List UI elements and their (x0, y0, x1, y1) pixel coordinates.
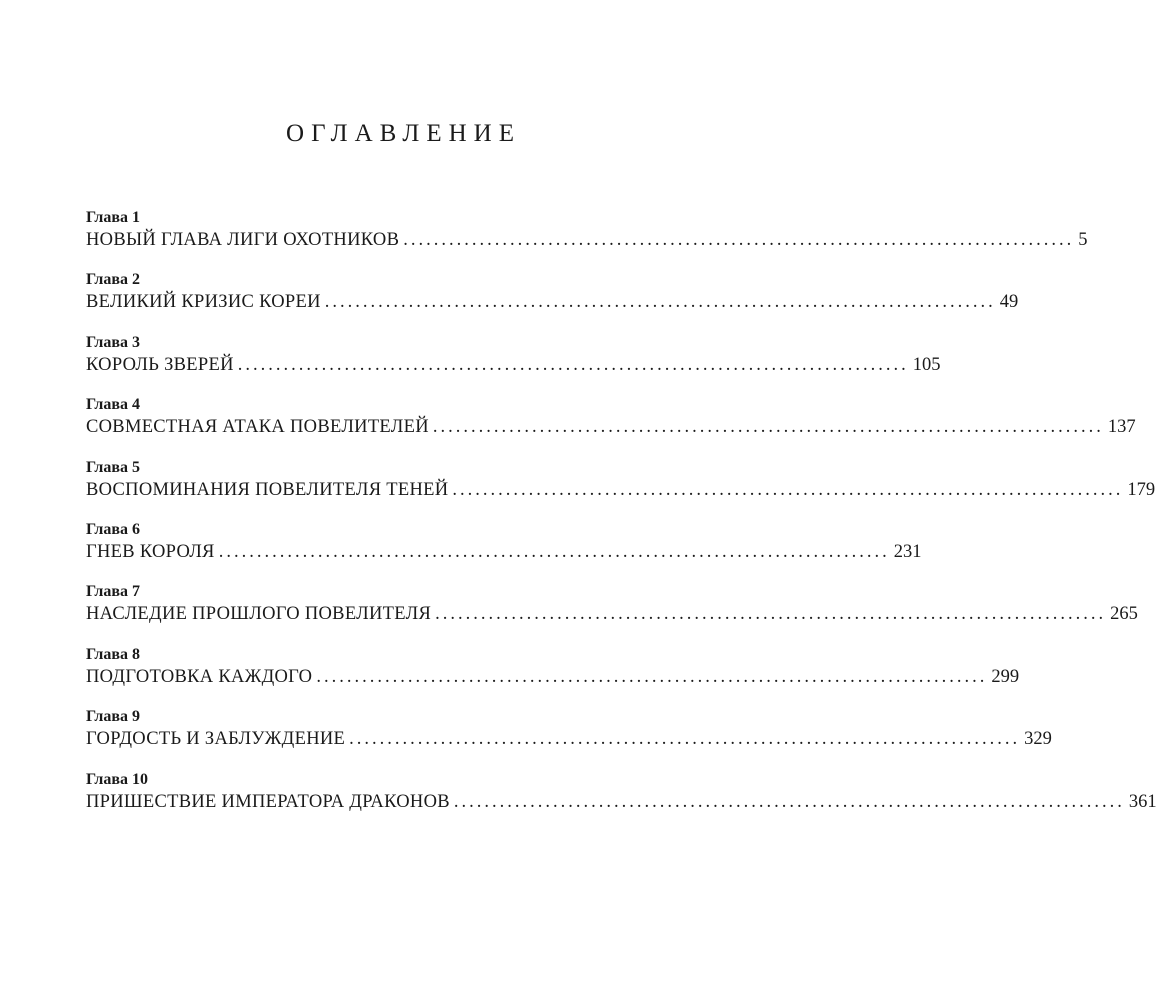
toc-entry[interactable] (86, 458, 1156, 520)
dot-leader: ........................................................................................ (218, 541, 890, 562)
chapter-line (86, 290, 1019, 314)
chapter-label: Глава 10 (86, 770, 148, 788)
chapter-label: Глава 5 (86, 458, 140, 476)
chapter-title: ПРИШЕСТВИЕ ИМПЕРАТОРА ДРАКОНОВ (86, 791, 450, 812)
chapter-title: НОВЫЙ ГЛАВА ЛИГИ ОХОТНИКОВ (86, 230, 400, 250)
toc-entry[interactable] (86, 395, 1136, 457)
chapter-line (86, 602, 1138, 626)
dot-leader: ........................................................................................ (453, 791, 1125, 812)
dot-leader: ........................................................................................ (432, 417, 1104, 438)
chapter-title: СОВМЕСТНАЯ АТАКА ПОВЕЛИТЕЛЕЙ (86, 417, 429, 438)
page-number: 231 (893, 541, 922, 562)
chapter-label: Глава 3 (86, 333, 140, 351)
toc-entry[interactable] (86, 645, 1020, 707)
dot-leader: ........................................................................................ (349, 729, 1021, 750)
chapter-label: Глава 8 (86, 645, 140, 663)
dot-leader: ........................................................................................ (452, 479, 1124, 500)
toc-entry[interactable] (86, 582, 1138, 644)
dot-leader: ........................................................................................ (237, 354, 909, 375)
page-number: 137 (1107, 417, 1136, 438)
page-number: 361 (1128, 791, 1157, 812)
chapter-line (86, 665, 1020, 689)
toc-entry[interactable] (86, 208, 1088, 270)
chapter-label: Глава 7 (86, 583, 140, 601)
chapter-title: ВОСПОМИНАНИЯ ПОВЕЛИТЕЛЯ ТЕНЕЙ (86, 479, 449, 500)
chapter-line (86, 353, 941, 377)
toc-entry[interactable] (86, 770, 1157, 832)
chapter-line (86, 228, 1088, 252)
chapter-line (86, 478, 1156, 502)
toc-entry[interactable] (86, 270, 1019, 332)
chapter-title: НАСЛЕДИЕ ПРОШЛОГО ПОВЕЛИТЕЛЯ (86, 604, 432, 625)
page-number: 329 (1024, 729, 1052, 750)
dot-leader: ........................................................................................ (316, 666, 988, 687)
chapter-label: Глава 2 (86, 271, 140, 289)
page-title: ОГЛАВЛЕНИЕ (286, 120, 521, 147)
toc-entry[interactable] (86, 333, 941, 395)
chapter-title: КОРОЛЬ ЗВЕРЕЙ (86, 354, 234, 375)
table-of-contents (86, 208, 1157, 832)
page-number: 5 (1078, 230, 1088, 250)
page-number: 179 (1127, 479, 1156, 500)
page-number: 49 (999, 292, 1019, 313)
chapter-title: ВЕЛИКИЙ КРИЗИС КОРЕИ (86, 292, 321, 313)
toc-entry[interactable] (86, 520, 922, 582)
page-number: 105 (912, 354, 941, 375)
chapter-label: Глава 4 (86, 396, 140, 414)
chapter-line (86, 415, 1136, 439)
dot-leader: ........................................................................................ (435, 604, 1107, 625)
chapter-label: Глава 6 (86, 520, 140, 538)
chapter-line (86, 540, 922, 564)
chapter-label: Глава 9 (86, 708, 140, 726)
chapter-title: ГОРДОСТЬ И ЗАБЛУЖДЕНИЕ (86, 729, 346, 750)
page-number: 265 (1110, 604, 1138, 625)
dot-leader: ........................................................................................ (324, 292, 996, 313)
chapter-label: Глава 1 (86, 209, 140, 226)
page-number: 299 (991, 666, 1020, 687)
toc-entry[interactable] (86, 707, 1052, 769)
chapter-title: ГНЕВ КОРОЛЯ (86, 541, 215, 562)
dot-leader: ........................................................................................ (403, 230, 1075, 250)
chapter-line (86, 727, 1052, 751)
chapter-title: ПОДГОТОВКА КАЖДОГО (86, 666, 313, 687)
chapter-line (86, 790, 1157, 814)
